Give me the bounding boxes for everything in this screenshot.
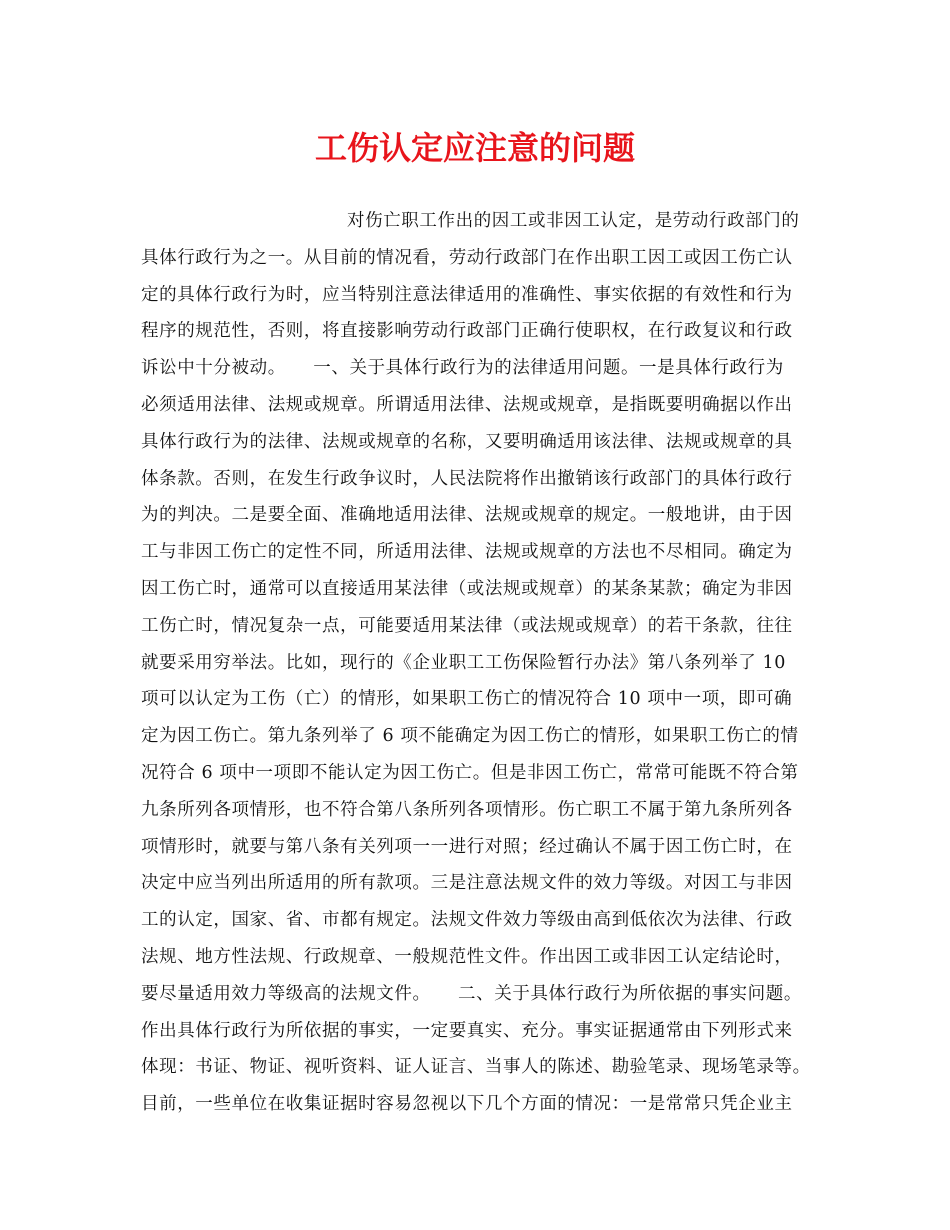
body-line: 法规、地方性法规、行政规章、一般规范性文件。作出因工或非因工认定结论时， bbox=[141, 946, 793, 967]
body-line: 项可以认定为工伤（亡）的情形，如果职工伤亡的情况符合 10 项中一项，即可确 bbox=[141, 689, 793, 710]
body-line: 诉讼中十分被动。 一、关于具体行政行为的法律适用问题。一是具体行政行为 bbox=[141, 358, 784, 379]
body-line: 因工伤亡时，通常可以直接适用某法律（或法规或规章）的某条某款；确定为非因 bbox=[141, 578, 793, 599]
body-line: 为的判决。二是要全面、准确地适用法律、法规或规章的规定。一般地讲，由于因 bbox=[141, 505, 793, 526]
body-line: 作出具体行政行为所依据的事实，一定要真实、充分。事实证据通常由下列形式来 bbox=[141, 1020, 793, 1041]
body-line: 目前，一些单位在收集证据时容易忽视以下几个方面的情况：一是常常只凭企业主 bbox=[141, 1094, 793, 1115]
document-body bbox=[141, 203, 831, 1123]
body-line: 对伤亡职工作出的因工或非因工认定，是劳动行政部门的 bbox=[347, 211, 800, 231]
body-line: 具体行政行为的法律、法规或规章的名称，又要明确适用该法律、法规或规章的具 bbox=[141, 431, 793, 452]
body-line: 工伤亡时，情况复杂一点，可能要适用某法律（或法规或规章）的若干条款，往往 bbox=[141, 615, 793, 636]
body-line: 决定中应当列出所适用的所有款项。三是注意法规文件的效力等级。对因工与非因 bbox=[141, 873, 793, 894]
body-line: 况符合 6 项中一项即不能认定为因工伤亡。但是非因工伤亡，常常可能既不符合第 bbox=[141, 762, 799, 783]
body-line: 体条款。否则，在发生行政争议时，人民法院将作出撤销该行政部门的具体行政行 bbox=[141, 468, 793, 489]
body-line: 定的具体行政行为时，应当特别注意法律适用的准确性、事实依据的有效性和行为 bbox=[141, 284, 793, 305]
body-line: 项情形时，就要与第八条有关列项一一进行对照；经过确认不属于因工伤亡时，在 bbox=[141, 836, 793, 857]
body-line: 定为因工伤亡。第九条列举了 6 项不能确定为因工伤亡的情形，如果职工伤亡的情 bbox=[141, 726, 799, 747]
body-line: 工的认定，国家、省、市都有规定。法规文件效力等级由高到低依次为法律、行政 bbox=[141, 910, 793, 931]
body-line: 就要采用穷举法。比如，现行的《企业职工工伤保险暂行办法》第八条列举了 10 bbox=[141, 652, 787, 673]
document-title: 工伤认定应注意的问题 bbox=[314, 129, 635, 167]
body-line: 体现：书证、物证、视听资料、证人证言、当事人的陈述、勘验笔录、现场笔录等。 bbox=[141, 1057, 811, 1078]
body-line: 工与非因工伤亡的定性不同，所适用法律、法规或规章的方法也不尽相同。确定为 bbox=[141, 542, 793, 563]
body-line: 必须适用法律、法规或规章。所谓适用法律、法规或规章，是指既要明确据以作出 bbox=[141, 394, 793, 415]
body-line: 具体行政行为之一。从目前的情况看，劳动行政部门在作出职工因工或因工伤亡认 bbox=[141, 247, 793, 268]
body-line: 要尽量适用效力等级高的法规文件。 二、关于具体行政行为所依据的事实问题。 bbox=[141, 983, 802, 1004]
body-line: 九条所列各项情形，也不符合第八条所列各项情形。伤亡职工不属于第九条所列各 bbox=[141, 799, 793, 820]
body-line: 程序的规范性，否则，将直接影响劳动行政部门正确行使职权，在行政复议和行政 bbox=[141, 321, 793, 342]
